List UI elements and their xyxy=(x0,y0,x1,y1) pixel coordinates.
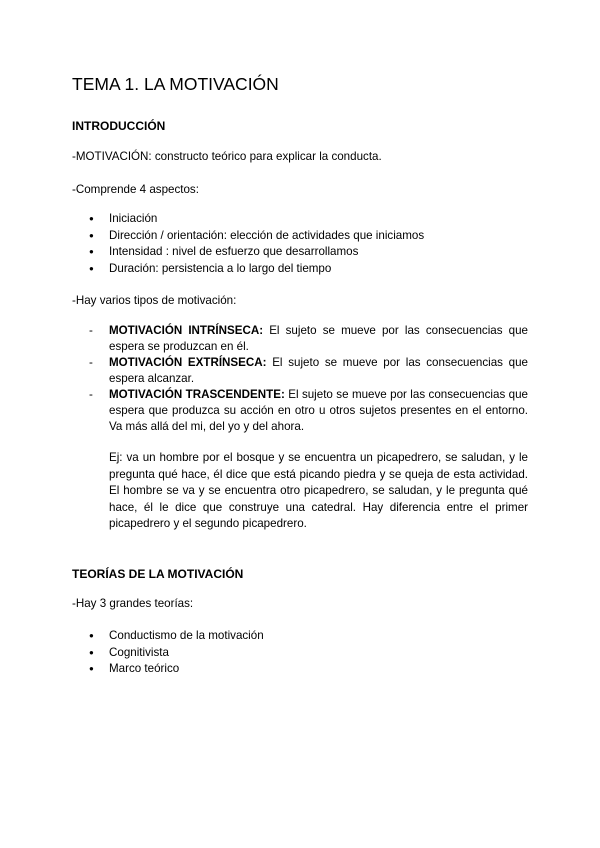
example-paragraph: Ej: va un hombre por el bosque y se encuentra un picapedrero, se saludan, y le pregunta qué hace, él dice que está picando piedra y se queja de esta actividad. El hombre se va y se encuentra otro picapedrero, se saludan, y le pregunta qué hace, él le dice que construye una catedral. Hay diferencia entre el primer picapedrero y el segundo picapedrero. xyxy=(109,451,528,530)
dash-marker: - xyxy=(89,388,93,401)
motivation-types-list xyxy=(72,323,528,435)
type-description: El sujeto se mueve por las consecuencias que espera que produzca su acción en otro u otros sujetos presentes en el entorno. Va más allá del mi, del yo y del ahora. xyxy=(109,388,528,433)
definition-paragraph: -MOTIVACIÓN: constructo teórico para explicar la conducta. xyxy=(72,150,382,163)
section-heading-introduccion: INTRODUCCIÓN xyxy=(72,119,166,133)
list-item xyxy=(72,355,528,387)
aspects-intro-paragraph: -Comprende 4 aspectos: xyxy=(72,183,199,196)
dash-marker: - xyxy=(89,324,93,337)
list-item: ● Intensidad : nivel de esfuerzo que desarrollamos xyxy=(72,244,424,261)
list-item: ● Dirección / orientación: elección de actividades que iniciamos xyxy=(72,228,424,245)
list-item: ● Iniciación xyxy=(72,211,424,228)
types-intro-paragraph: -Hay varios tipos de motivación: xyxy=(72,294,237,307)
list-item xyxy=(72,323,528,355)
theories-list xyxy=(72,628,264,678)
list-item: ● Duración: persistencia a lo largo del tiempo xyxy=(72,261,424,278)
theories-intro-paragraph: -Hay 3 grandes teorías: xyxy=(72,597,194,610)
type-term: MOTIVACIÓN EXTRÍNSECA: xyxy=(109,356,267,369)
list-item: ● Cognitivista xyxy=(72,645,264,662)
list-item xyxy=(72,387,528,435)
list-item: ● Marco teórico xyxy=(72,661,264,678)
aspects-list xyxy=(72,211,424,277)
dash-marker: - xyxy=(89,356,93,369)
type-term: MOTIVACIÓN TRASCENDENTE: xyxy=(109,388,285,401)
type-description: El sujeto se mueve por las consecuencias que espera alcanzar. xyxy=(109,356,528,385)
section-heading-teorias: TEORÍAS DE LA MOTIVACIÓN xyxy=(72,567,244,581)
type-description: El sujeto se mueve por las consecuencias que espera se produzcan en él. xyxy=(109,324,528,353)
list-item: ● Conductismo de la motivación xyxy=(72,628,264,645)
page-title: TEMA 1. LA MOTIVACIÓN xyxy=(72,74,279,94)
type-term: MOTIVACIÓN INTRÍNSECA: xyxy=(109,324,264,337)
